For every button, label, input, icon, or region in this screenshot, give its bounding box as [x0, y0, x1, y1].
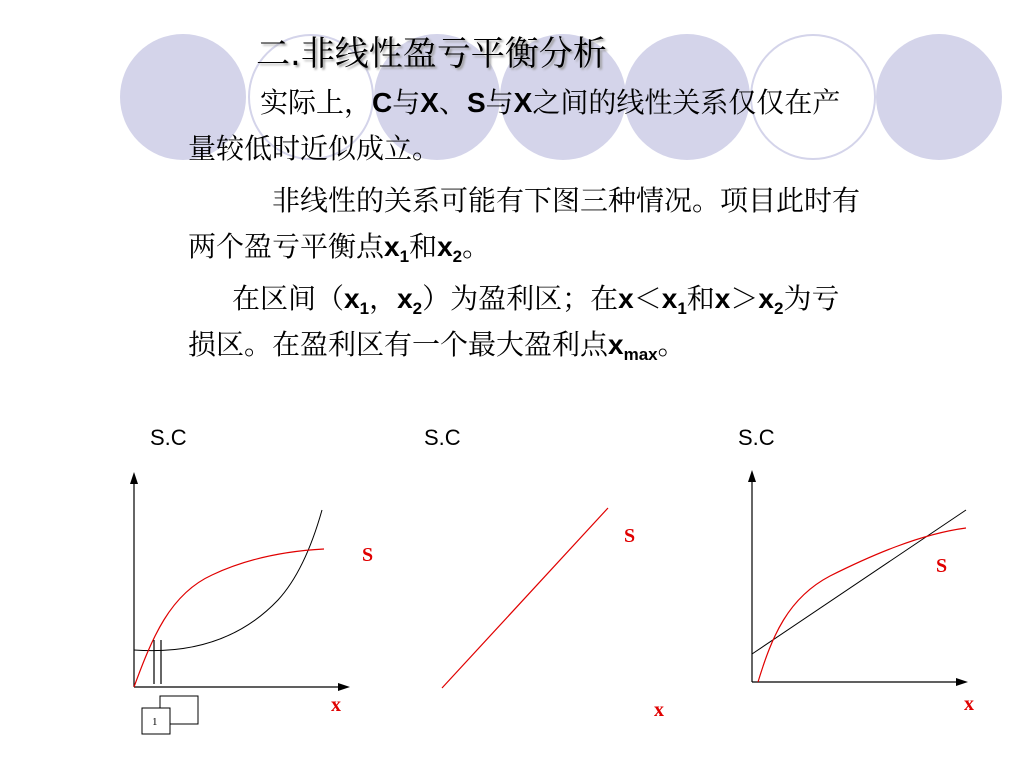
text: C — [372, 87, 393, 118]
slide-body — [188, 80, 1008, 368]
text: x — [714, 283, 731, 314]
text: x — [608, 329, 624, 360]
graph-1 — [120, 418, 374, 748]
graph-1-x-axis-arrow — [338, 683, 350, 691]
text: S — [466, 87, 486, 118]
graph-1-curve-label: S — [362, 544, 374, 566]
text: 与 — [485, 86, 514, 119]
text: ＞ — [730, 282, 759, 315]
graph-3-cost-line — [752, 510, 966, 654]
subscript: 2 — [412, 299, 423, 318]
paragraph-1 — [188, 80, 1008, 172]
text: ， — [369, 282, 398, 315]
graph-1-box-label: 1 — [152, 716, 158, 728]
graph-3 — [730, 418, 990, 748]
text: X — [420, 87, 439, 118]
text: 损区。在盈利区有一个最大盈利点 — [188, 328, 609, 361]
graph-3-curve-label: S — [936, 555, 948, 577]
text: x — [384, 231, 400, 262]
text: 和 — [409, 230, 438, 263]
text: 。 — [462, 230, 491, 263]
text: 非线性的关系可能有下图三种情况。项目此时有 — [272, 184, 861, 217]
text: 、 — [438, 86, 467, 119]
text: 与 — [392, 86, 421, 119]
graph-1-revenue-curve — [134, 549, 324, 687]
graph-1-xlabel: x — [331, 694, 341, 716]
graph-3-ylabel: S.C — [738, 425, 775, 450]
text: 实际上， — [260, 86, 373, 119]
graph-2 — [420, 418, 670, 748]
text: x — [397, 283, 413, 314]
text: x — [344, 283, 360, 314]
subscript: 2 — [452, 247, 463, 266]
text: 和 — [686, 282, 715, 315]
graph-1-y-axis-arrow — [130, 472, 138, 484]
subscript: 1 — [359, 299, 370, 318]
paragraph-2 — [188, 178, 1008, 270]
graph-3-y-axis-arrow — [748, 470, 756, 482]
subscript: 2 — [773, 299, 784, 318]
text: ）为盈利区；在 — [422, 282, 619, 315]
graph-2-ylabel: S.C — [424, 425, 461, 450]
text: x — [437, 231, 453, 262]
graph-3-revenue-curve — [758, 528, 966, 682]
text: x — [618, 283, 634, 314]
graph-1-cost-curve — [134, 510, 322, 651]
text: 两个盈亏平衡点 — [188, 230, 385, 263]
subscript: 1 — [677, 299, 687, 318]
graph-3-x-axis-arrow — [956, 678, 968, 686]
text: ＜ — [633, 282, 662, 315]
graph-3-xlabel: x — [964, 693, 974, 715]
text: 量较低时近似成立。 — [188, 132, 441, 165]
subscript: 1 — [399, 247, 410, 266]
text: 。 — [657, 328, 686, 361]
text: 在区间（ — [232, 282, 345, 315]
text: x — [661, 283, 678, 314]
graph-1-ylabel: S.C — [150, 425, 187, 450]
text: 为亏 — [783, 282, 840, 315]
graph-2-xlabel: x — [654, 699, 664, 721]
subscript: max — [623, 345, 658, 364]
paragraph-3 — [188, 276, 1008, 368]
graph-2-curve-label: S — [624, 525, 636, 547]
graph-2-revenue-line — [442, 508, 608, 688]
slide-title: 二.非线性盈亏平衡分析 — [256, 34, 607, 74]
text: 之间的线性关系仅仅在产 — [532, 86, 841, 119]
text: x — [758, 283, 774, 314]
text: X — [513, 87, 533, 118]
